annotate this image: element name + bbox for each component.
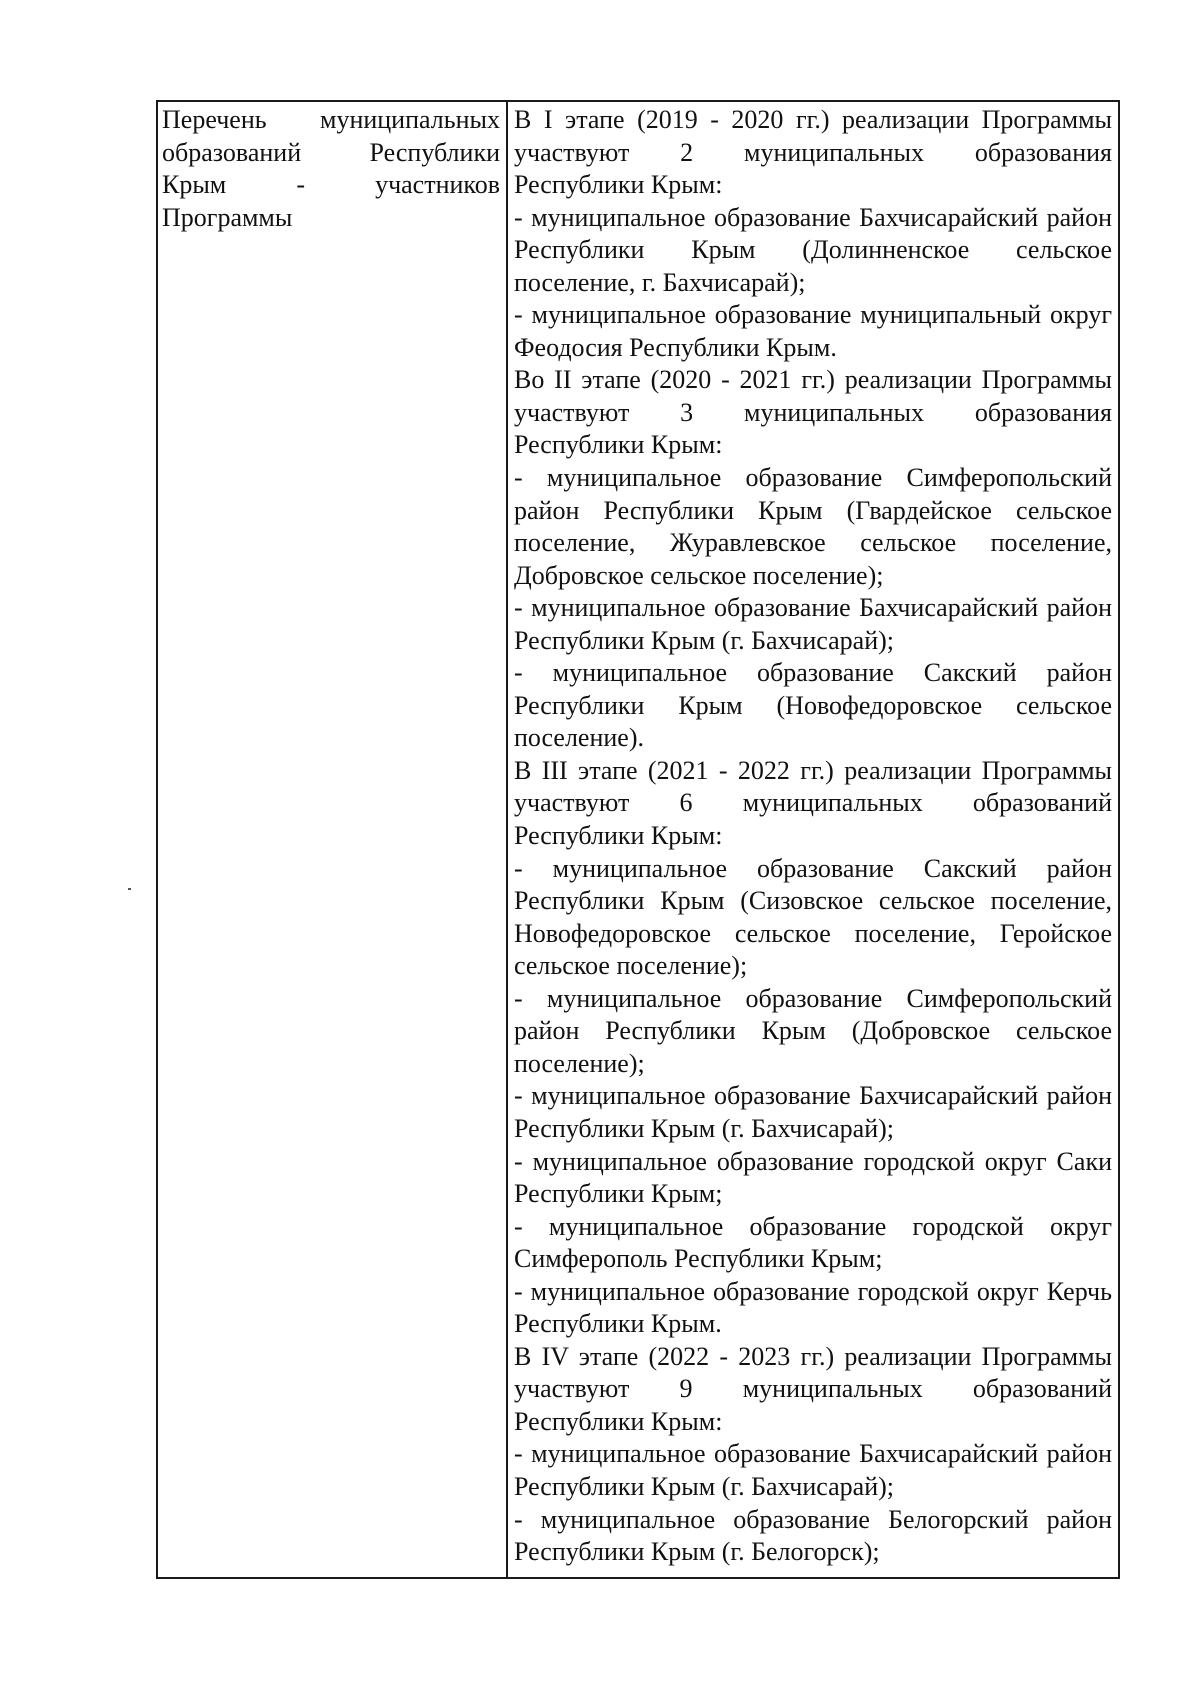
list-item: - муниципальное образование Симферопольский район Республики Крым (Добровское сельское поселение); bbox=[514, 983, 1112, 1078]
table-label-cell bbox=[158, 102, 508, 1577]
list-item: - муниципальное образование Белогорский район Республики Крым (г. Белогорск); bbox=[514, 1504, 1112, 1567]
list-item: - муниципальное образование Сакский район Республики Крым (Сизовское сельское поселение, Новофедоровское сельское поселение, Геройское сельское поселение); bbox=[514, 853, 1112, 981]
list-item: - муниципальное образование Бахчисарайский район Республики Крым (г. Бахчисарай); bbox=[514, 1081, 1112, 1143]
list-item: - муниципальное образование Бахчисарайский район Республики Крым (Долинненское сельское поселение, г. Бахчисарай); bbox=[514, 202, 1112, 297]
list-item: - муниципальное образование Симферопольский район Республики Крым (Гвардейское сельское поселение, Журавлевское сельское поселение, Добровское сельское поселение); bbox=[514, 463, 1112, 590]
table-content-cell bbox=[508, 102, 1118, 1577]
list-item: - муниципальное образование Бахчисарайский район Республики Крым (г. Бахчисарай); bbox=[514, 593, 1112, 655]
list-item: - муниципальное образование городской округ Саки Республики Крым; bbox=[514, 1146, 1112, 1209]
list-item: - муниципальное образование Сакский район Республики Крым (Новофедоровское сельское поселение). bbox=[514, 658, 1112, 753]
list-item: - муниципальное образование городской округ Керчь Республики Крым. bbox=[514, 1276, 1112, 1339]
stage-1-intro: В I этапе (2019 - 2020 гг.) реализации Программы участвуют 2 муниципальных образования Республики Крым: bbox=[514, 105, 1112, 200]
list-item: - муниципальное образование Бахчисарайский район Республики Крым (г. Бахчисарай); bbox=[514, 1439, 1112, 1501]
document-table bbox=[156, 100, 1120, 1579]
list-item: - муниципальное образование муниципальный округ Феодосия Республики Крым. bbox=[514, 300, 1112, 362]
label-text: Перечень муниципальных образований Республики Крым - участников Программы bbox=[162, 105, 500, 232]
list-item: - муниципальное образование городской округ Симферополь Республики Крым; bbox=[514, 1211, 1112, 1274]
stage-2-intro: Во II этапе (2020 - 2021 гг.) реализации Программы участвуют 3 муниципальных образования Республики Крым: bbox=[514, 365, 1112, 460]
stage-3-intro: В III этапе (2021 - 2022 гг.) реализации Программы участвуют 6 муниципальных образований Республики Крым: bbox=[514, 755, 1112, 851]
stray-mark bbox=[128, 888, 131, 890]
stage-4-intro: В IV этапе (2022 - 2023 гг.) реализации Программы участвуют 9 муниципальных образований Республики Крым: bbox=[514, 1341, 1112, 1436]
